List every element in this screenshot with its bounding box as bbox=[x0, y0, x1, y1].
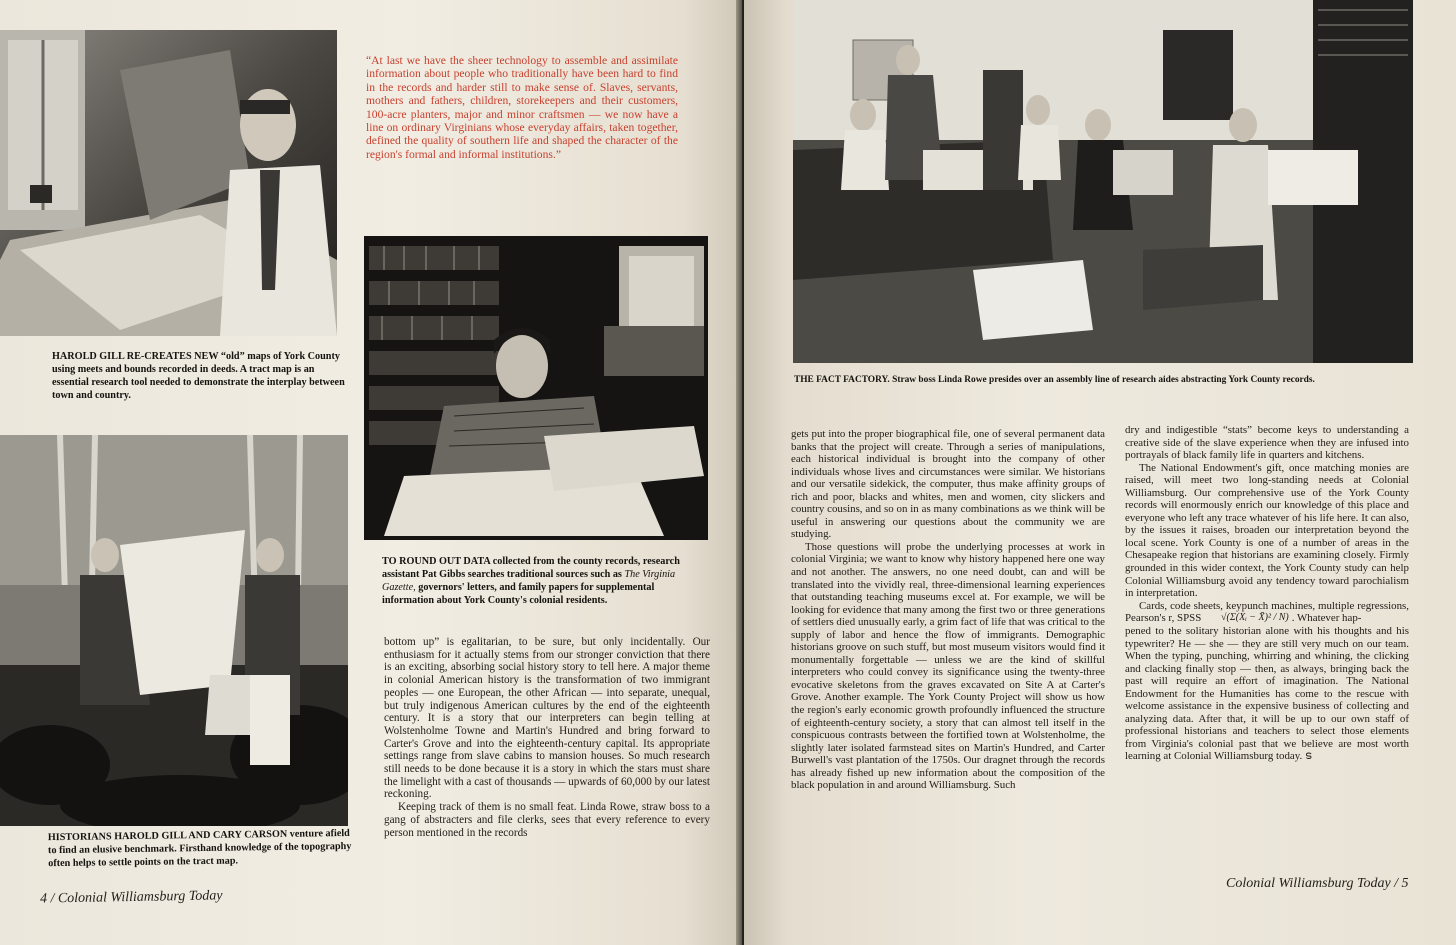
caption-fact-factory bbox=[794, 374, 1414, 387]
caption-text: Straw boss Linda Rowe presides over an assembly line of research aides abstracting York County records. bbox=[889, 375, 1315, 385]
caption-lead: HAROLD GILL RE-CREATES NEW bbox=[52, 351, 219, 362]
body-column-right-1 bbox=[791, 428, 1105, 792]
closing-text: pened to the solitary historian alone with his thoughts and his typewriter? He — she — they are still very much on our team. When the typing, punching, whirring and whining, the clicking and clacking finally stop — then, as always, bringing back the past will require an effort of imagination. The National Endowment for the Humanities has come to the rescue with welcome assistance in the expensive business of collecting and analyzing data. After that, it will be up to our own staff of professional historians and teachers to select those elements from Virginia's colonial past that we believe are most worth learning at Colonial Williamsburg today. bbox=[1125, 624, 1409, 763]
caption-text: collected from the county records, research assistant Pat Gibbs searches traditional sources such as bbox=[382, 556, 680, 580]
body-column-left bbox=[384, 636, 710, 839]
caption-lead: TO ROUND OUT DATA bbox=[382, 556, 491, 567]
photo-pat-gibbs-library bbox=[364, 236, 708, 540]
sample-std-formula: √(Σ(Xᵢ − X̄)² / N) bbox=[1221, 612, 1289, 624]
body-paragraph bbox=[1125, 600, 1409, 625]
caption-text: “old” maps of York County using meets and bounds recorded in deeds. A tract map is an essential research tool needed to demonstrate the interplay between town and country. bbox=[52, 351, 345, 401]
body-paragraph: Keeping track of them is no small feat. Linda Rowe, straw boss to a gang of abstracters and file clerks, sees that every reference to every person mentioned in the records bbox=[384, 801, 710, 839]
photo-harold-gill-drafting bbox=[0, 30, 337, 336]
photo-fact-factory bbox=[793, 0, 1413, 363]
body-paragraph bbox=[1125, 625, 1409, 763]
folio-right: Colonial Williamsburg Today / 5 bbox=[1226, 876, 1409, 891]
folio-left: 4 / Colonial Williamsburg Today bbox=[39, 888, 223, 907]
caption-harold-gill bbox=[52, 350, 348, 402]
body-paragraph: dry and indigestible “stats” become keys to understanding a creative side of the slave experience when they are infused into portrayals of black family life in quarters and kitchens. bbox=[1125, 424, 1409, 462]
caption-pat-gibbs bbox=[382, 555, 708, 607]
caption-text: governors' letters, and family papers for supplemental information about York County's colonial residents. bbox=[382, 582, 655, 606]
photo-historians-afield bbox=[0, 435, 348, 826]
formula-tail: . Whatever hap- bbox=[1291, 612, 1362, 625]
end-mark: ട bbox=[1304, 750, 1312, 763]
body-paragraph: bottom up” is egalitarian, to be sure, but only incidentally. Our enthusiasm for it actually stems from our stronger conviction that there is an exciting, absorbing social history story to tell here. A major theme in colonial American history is the transformation of two immigrant peoples — one European, the other African — into separate, unequal, but truly indigenous American cultures by the end of the eighteenth century. It is a story that our interpreters can begin telling at Wolstenholme Towne and Martin's Hundred and bring forward to Carter's Grove and into the eighteenth-century capital. Its appropriate settings range from slave cabins to mansion houses. So much research still needs to be done because it is a story in which the stars must share the limelight with a cast of thousands — upwards of 60,000 by our latest reckoning. bbox=[384, 636, 710, 801]
right-page bbox=[744, 0, 1456, 945]
body-paragraph: The National Endowment's gift, once matching monies are raised, will meet two long-standing needs at Colonial Williamsburg. Our comprehensive use of the York County records will enormously enrich our knowledge of this place and everyone who left any trace whatever of his life here. It can also, by the issues it raises, broaden our interpretation beyond the local scene. York County is one of a number of areas in the Chesapeake region that historians are examining closely. Firmly grounded in this wider context, the York County study can help Colonial Williamsburg avoid any tendency toward parochialism in interpretation. bbox=[1125, 461, 1409, 600]
caption-lead: HISTORIANS HAROLD GILL AND CARY CARSON bbox=[47, 828, 288, 844]
caption-italic: The Virginia Gazette, bbox=[382, 569, 676, 593]
formula-lead: Cards, code sheets, keypunch machines, multiple regressions, Pearson's r, SPSS bbox=[1125, 599, 1409, 625]
body-paragraph: gets put into the proper biographical file, one of several permanent data banks that the project will create. Through a series of manipulations, each historical individual is brought into the company of other individuals whose lives and circumstances were similar. We historians and our versatile sidekick, the computer, thus make affinity groups of rich and poor, blacks and whites, men and women, city slickers and country cousins, and so on in as many combinations as we think will be useful in answering our questions about the community we are studying. bbox=[791, 428, 1105, 541]
body-column-right-2 bbox=[1125, 424, 1409, 763]
caption-lead: THE FACT FACTORY. bbox=[794, 375, 890, 385]
caption-text: venture afield to find an elusive benchmark. Firsthand knowledge of the topography often helps to settle points on the tract map. bbox=[47, 827, 352, 870]
caption-historians bbox=[48, 827, 361, 870]
pull-quote: “At last we have the sheer technology to assemble and assimilate information about people who traditionally have been hard to find in the records and harder still to make sense of. Slaves, servants, mothers and fathers, children, storekeepers and their customers, 100-acre planters, major and minor craftsmen — we now have a line on ordinary Virginians whose everyday affairs, taken together, defined the quality of southern life and shaped the character of the region's formal and informal institutions.” bbox=[366, 54, 678, 161]
body-paragraph: Those questions will probe the underlying processes at work in colonial Virginia; we want to know why history happened here one way and not another. The answers, no one need doubt, can and will be translated into the vividly real, three-dimensional learning experiences that outstanding teaching museums excel at. For example, we will be looking for evidence that many among the first two or three generations of settlers died unusually early, a grim fact of life that was critical to the supply of labor and hence the flow of immigrants. Demographic historians groove on such stuff, but most museum visitors would find it monumentally forgettable — unless we are the kind of skillful interpreters who could convey its significance using the twenty-three evocative skeletons from the graves excavated on Site A at Carter's Grove. Another example. The York County Project will show us how the region's early economic growth profoundly influenced the structure of eighteenth-century society, a story that can almost tell itself in the conspicuous contrasts between the fortified town at Wolstenholme, the slightly later isolated farmstead sites on Martin's Hundred, and Carter Burwell's vast plantation of the 1750s. Our dragnet through the records has already fished up new information about the composition of the black population in and around Williamsburg. Such bbox=[791, 540, 1105, 792]
